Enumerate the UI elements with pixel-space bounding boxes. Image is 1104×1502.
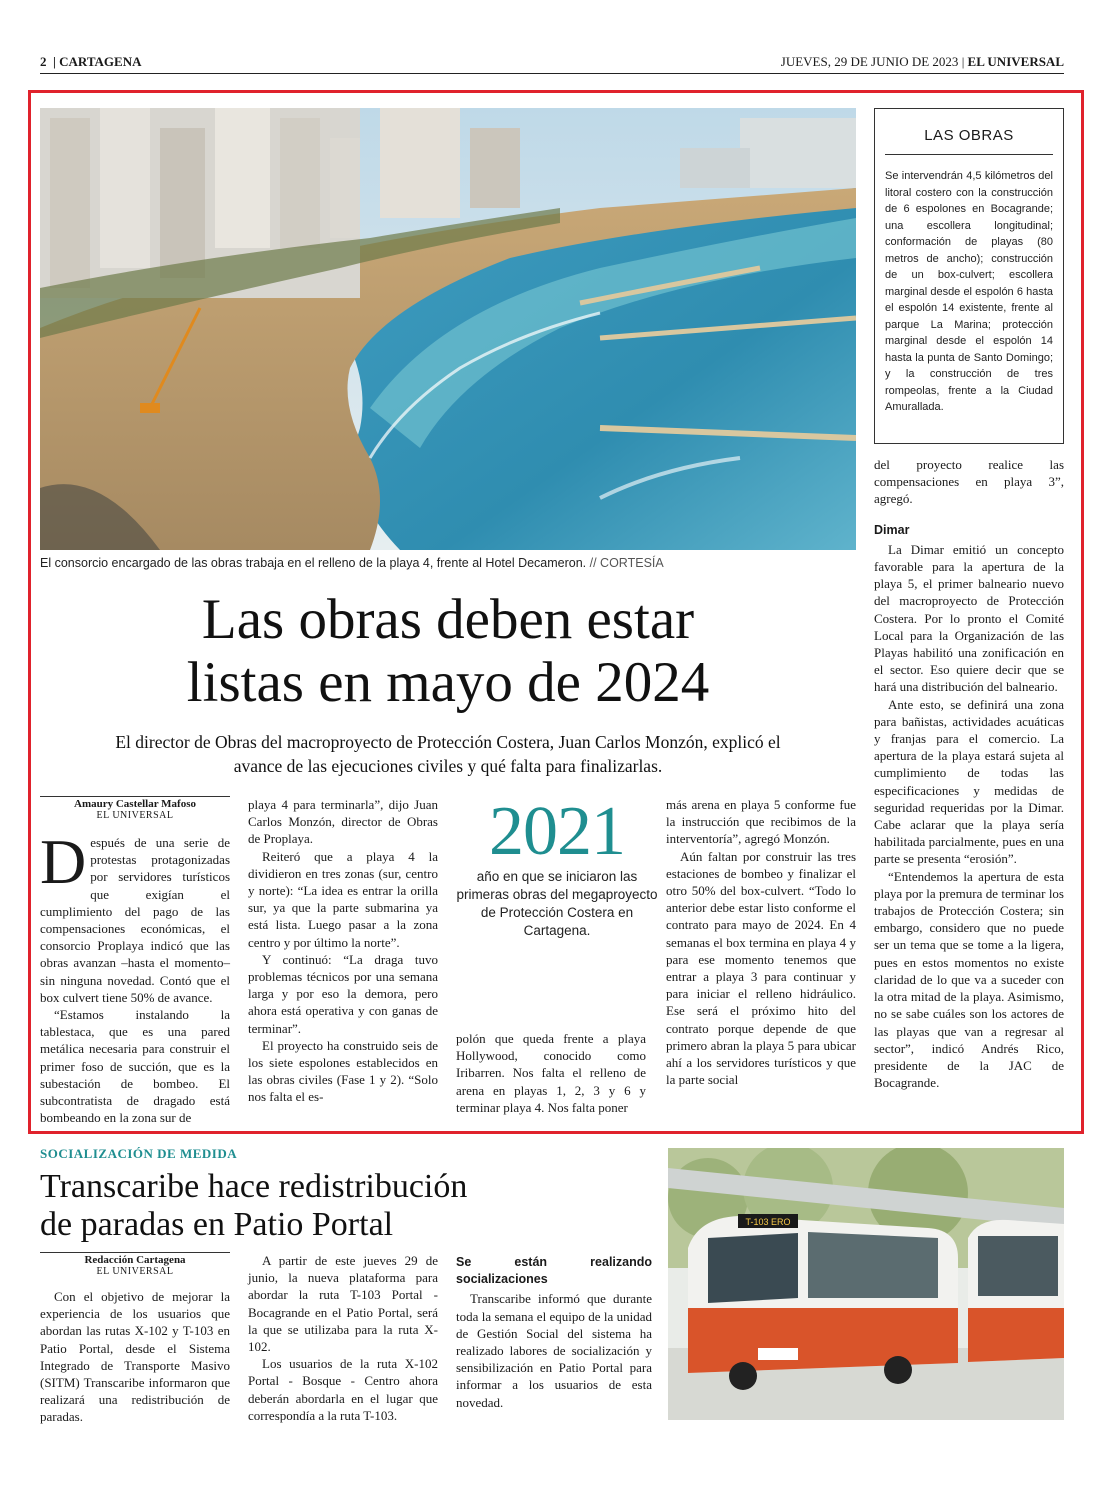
article-column-1 [40, 826, 230, 1126]
story2-byline-rule [40, 1252, 230, 1253]
sidebox-body: Se intervendrán 4,5 kilómetros del litoral costero con la construcción de 6 espolones en Bocagrande; una escollera longitudinal; conformación de playas (80 metros de ancho); construcción de un box-culvert; escollera marginal desde el espolón 6 hasta el espolón 14 existente, frente al parque La Marina; protección marginal desde el espolón 14 hasta la punta de Santo Domingo; y la construcción de tres rompeolas, frente a la Ciudad Amurallada. [885, 170, 1053, 413]
paragraph: La Dimar emitió un concepto favorable para la apertura de la playa 5, el primer balneario nuevo del macroproyecto de Protección Costera. Por lo pronto el Comité Local para la Organización de las Playas habilitó una zonificación en el sector. Eso quiere decir que se hará una distribución del balneario. [874, 541, 1064, 695]
story2-column-3 [456, 1254, 652, 1411]
paragraph: “Estamos instalando la tablestaca, que es una pared metálica necesaria para construir el primer foso de succión, que es la subestación de bombeo. El subcontratista de dragado está bombeando en la zona sur de [40, 1007, 230, 1126]
las-obras-box [874, 108, 1064, 444]
byline-org: EL UNIVERSAL [96, 810, 174, 821]
headline-line-2: listas en mayo de 2024 [186, 651, 710, 714]
subhead-socializaciones: Se están realizando socializaciones [456, 1255, 652, 1287]
paragraph: del proyecto realice las compensaciones en playa 3”, agregó. [874, 457, 1064, 507]
story2-headline [40, 1168, 660, 1244]
main-headline [40, 588, 856, 714]
bus-route-sign: T-103 ERO [745, 1217, 791, 1227]
header-rule [40, 73, 1064, 74]
paragraph [40, 826, 230, 1006]
paragraph: El proyecto ha construido seis de los siete espolones establecidos en las obras civiles (Fase 1 y 2). “Solo nos falta el es- [248, 1037, 438, 1105]
story2-headline-line-2: de paradas en Patio Portal [40, 1206, 394, 1243]
byline-name: Redacción Cartagena [84, 1254, 186, 1266]
byline-rule [40, 796, 230, 797]
paragraph: Ante esto, se definirá una zona para bañistas, actividades acuáticas y franjas para el comercio. La apertura de la playa estará sujeta al cumplimiento de todas las especificaciones y medidas de seguridad requeridas por la Dimar. Cabe aclarar que la playa sería habilitada parcialmente, pues en una parte se presenta “erosión”. [874, 696, 1064, 867]
page-number: 2 [40, 54, 47, 69]
bus-photo [668, 1148, 1064, 1420]
story2-byline [40, 1254, 230, 1277]
dateline: JUEVES, 29 DE JUNIO DE 2023 | EL UNIVERSAL [780, 54, 1064, 69]
subhead-dimar: Dimar [874, 522, 910, 537]
paper-name: EL UNIVERSAL [967, 54, 1064, 69]
year-caption: año en que se iniciaron las primeras obras del megaproyecto de Protección Costera en Cartagena. [456, 869, 658, 938]
paragraph: más arena en playa 5 conforme fue la instrucción que recibimos de la interventoría”, agregó Monzón. [666, 797, 856, 847]
paragraph: Y continuó: “La draga tuvo problemas técnicos por una semana larga y por eso la demora, pero ahora está operativa y con ganas de terminar”. [248, 951, 438, 1036]
byline-org: EL UNIVERSAL [96, 1266, 174, 1277]
photo-caption [40, 556, 856, 570]
article-column-4 [666, 796, 856, 1088]
byline-name: Amaury Castellar Mafoso [74, 798, 196, 810]
paragraph: polón que queda frente a playa Hollywood, conocido como Iribarren. Nos falta el relleno de arena en playas 1, 2, 3 y 6 y terminar playa 4. Nos falta poner [456, 1031, 646, 1115]
drop-cap: D [40, 826, 87, 897]
paragraph-text: espués de una serie de protestas protagonizadas por servidores turísticos que exigían el cumplimiento del pago de las compensaciones económicas, el consorcio Proplaya indicó que las obras avanzan –hasta el momento– sin ninguna novedad. Contó que el box culvert tiene 50% de avance. [40, 835, 230, 1005]
beach-works-photo [40, 108, 856, 550]
paragraph: “Entendemos la apertura de esta playa por la premura de terminar los trabajos de Protección Costera; sin embargo, considero que no puede ser un tema que se tome a la ligera, pues en estos momentos no existe claridad de lo que va a suceder con la otra mitad de la playa. Asimismo, no se sabe cuáles son los actores de las playas que van a regresar al sector”, indicó Andrés Rico, presidente de la JAC de Bocagrande. [874, 868, 1064, 1091]
caption-text: El consorcio encargado de las obras trabaja en el relleno de la playa 4, frente al Hotel Decameron. [40, 556, 587, 570]
issue-date: JUEVES, 29 DE JUNIO DE 2023 [780, 54, 959, 69]
story2-kicker: SOCIALIZACIÓN DE MEDIDA [40, 1146, 238, 1161]
story-deck: El director de Obras del macroproyecto de Protección Costera, Juan Carlos Monzón, explicó el avance de las ejecuciones civiles y qué falta para finalizarlas. [115, 732, 781, 776]
paragraph: Transcaribe informó que durante toda la semana el equipo de la unidad de Gestión Social del sistema ha realizado labores de socialización y sensibilización en Patio Portal para informar a los usuarios de esta novedad. [456, 1291, 652, 1410]
story2-column-2 [248, 1252, 438, 1424]
headline-line-1: Las obras deben estar [201, 588, 695, 651]
sidebox-title: LAS OBRAS [924, 127, 1014, 144]
section-name: CARTAGENA [59, 54, 142, 69]
paragraph: Los usuarios de la ruta X-102 Portal - Bosque - Centro ahora deberán abordarla en el lugar que correspondía a la ruta T-103. [248, 1356, 438, 1423]
year-highlight: 2021 [489, 793, 625, 870]
paragraph: Reiteró que a playa 4 la dividieron en tres zonas (sur, centro y norte): “La idea es entrar la orilla sur, ya que la parte submarina ya está lista. Luego pasar a la zona centro y por último la norte”. [248, 848, 438, 950]
story2-column-1 [40, 1288, 230, 1426]
article-column-2 [248, 796, 438, 1106]
section-label: 2 | CARTAGENA [40, 54, 142, 69]
story2-headline-line-1: Transcaribe hace redistribución [40, 1168, 468, 1205]
paragraph: playa 4 para terminarla”, dijo Juan Carlos Monzón, director de Obras de Proplaya. [248, 797, 438, 847]
article-column-5 [874, 456, 1064, 1091]
paragraph: Con el objetivo de mejorar la experiencia de los usuarios que abordan las rutas X-102 y T-103 en Patio Portal, desde el Sistema Integrado de Transporte Masivo (SITM) Transcaribe informaron que realizará una redistribución de paradas. [40, 1289, 230, 1425]
page-header [40, 54, 1064, 72]
byline [40, 798, 230, 821]
photo-credit: // CORTESÍA [589, 556, 664, 570]
article-column-3 [456, 1030, 646, 1116]
paragraph: A partir de este jueves 29 de junio, la nueva plataforma para abordar la ruta T-103 Portal - Bocagrande en el Patio Portal, será la que se utilizaba para la ruta X-102. [248, 1253, 438, 1355]
paragraph: Aún faltan por construir las tres estaciones de bombeo y finalizar el otro 50% del box-culvert. “Todo lo anterior debe estar listo conforme el contrato para mayo de 2024. En 4 semanas el box termina en playa 4 y para ese momento tenemos que entrar a playa 3 para continuar y para iniciar el relleno hidráulico. Ese será el próximo hito del contrato porque depende de que primero abran la playa 5 para ubicar ahí a los servidores turísticos y que la parte social [666, 848, 856, 1088]
